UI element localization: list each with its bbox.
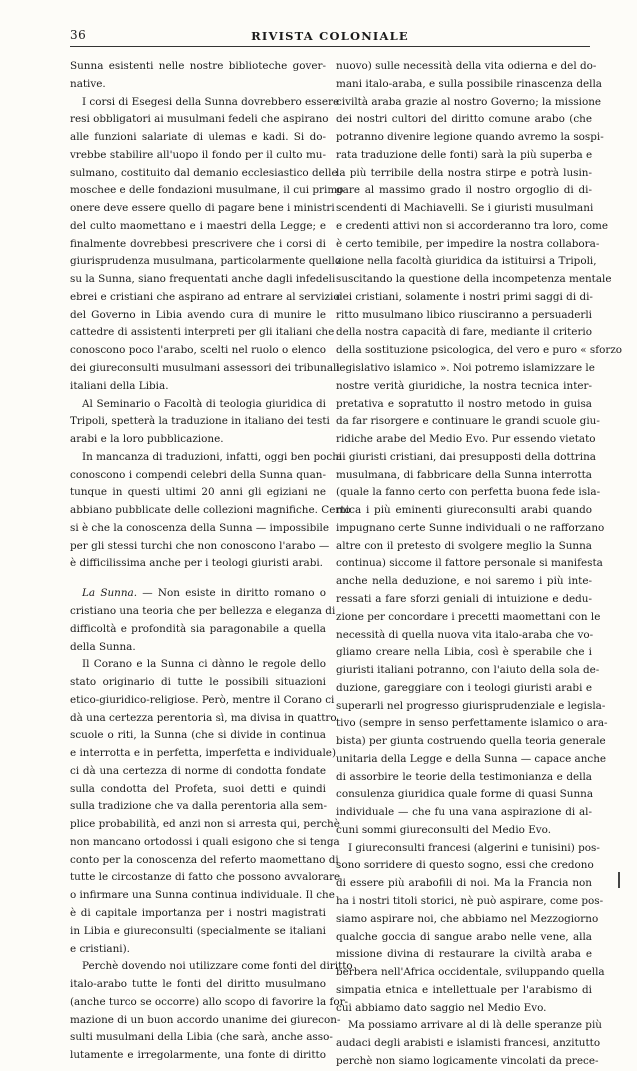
text-line: su la Sunna, siano frequentati anche dagli infedeli — [70, 273, 336, 286]
text-line: duzione, gareggiare con i teologi giuristi arabi e — [336, 681, 592, 694]
text-line: sono sorridere di questo sogno, essi che credono — [336, 859, 594, 872]
text-line: civiltà araba grazie al nostro Governo; la missione — [336, 95, 602, 108]
text-line: resi obbligatori ai musulmani fedeli che aspirano — [70, 113, 329, 126]
text-line: italiani della Libia. — [70, 379, 169, 392]
text-line: mazione di un buon accordo unanime dei giurecon- — [70, 1013, 341, 1026]
text-line: unitaria della Legge e della Sunna — capace anche — [336, 752, 607, 765]
text-line: perchè non siamo logicamente vincolati da prece- — [336, 1054, 599, 1067]
text-line: musulmana, di fabbricare della Sunna interrotta — [336, 468, 592, 481]
text-line: di essere più arabofili di noi. Ma la Francia non — [336, 877, 592, 890]
text-line: di assorbire le teorie della testimonianza e della — [336, 770, 592, 783]
margin-mark — [618, 872, 620, 888]
journal-title: RIVISTA COLONIALE — [251, 29, 409, 43]
text-line: sulmano, costituito dal demanio ecclesiastico delle — [70, 166, 338, 179]
text-line: tutte le circostanze di fatto che possono avvalorare — [70, 871, 341, 884]
text-line: cui abbiamo dato saggio nel Medio Evo. — [336, 1001, 547, 1014]
text-line: ci dà una certezza di norme di condotta fondate — [70, 764, 326, 777]
text-line: mica i più eminenti giureconsulti arabi quando — [336, 504, 592, 517]
text-line: simpatia etnica e intellettuale per l'arabismo di — [336, 983, 592, 996]
text-line: native. — [70, 77, 106, 90]
text-line: impugnano certe Sunne individuali o ne rafforzano — [336, 521, 605, 534]
header-rule — [70, 46, 590, 47]
text-line: zione per concordare i precetti maomettani con le — [336, 610, 601, 623]
text-line: ebrei e cristiani che aspirano ad entrare al servizio — [70, 290, 340, 303]
text-line: berbera nell'Africa occidentale, sviluppando quella — [336, 966, 605, 979]
text-line: e cristiani). — [70, 942, 130, 955]
text-line: tunque in questi ultimi 20 anni gli egiziani ne — [70, 486, 326, 499]
right-column — [336, 58, 623, 1071]
text-line: conto per la conoscenza del referto maomettano di — [70, 853, 339, 866]
text-line: potranno divenire legione quando avremo la sospi- — [336, 131, 604, 144]
text-line: per gli stessi turchi che non conoscono l'arabo — — [70, 539, 330, 552]
page-header — [70, 24, 590, 46]
text-line: qualche goccia di sangue arabo nelle vene, alla — [336, 930, 592, 943]
text-line: giurisprudenza musulmana, particolarmente quello — [70, 255, 342, 268]
text-line: ridiche arabe del Medio Evo. Pur essendo vietato — [336, 433, 596, 446]
text-line: etico-giuridico-religiose. Però, mentre il Corano ci — [70, 693, 335, 706]
text-line: ha i nostri titoli storici, nè può aspirare, come pos- — [336, 894, 604, 907]
text-line: necessità di quella nuova vita italo-araba che vo- — [336, 628, 594, 641]
text-line: scendenti di Machiavelli. Se i giuristi musulmani — [336, 202, 594, 215]
text-line: nuovo) sulle necessità della vita odierna e del do- — [336, 60, 597, 72]
text-line: mani italo-araba, e sulla possibile rinascenza della — [336, 77, 603, 90]
text-line: moschee e delle fondazioni musulmane, il cui primo — [70, 184, 344, 197]
text-line: missione divina di restaurare la civiltà araba e — [336, 948, 592, 961]
text-line: gare al massimo grado il nostro orgoglio di di- — [336, 184, 592, 197]
text-line: lutamente e irregolarmente, una fonte di diritto — [70, 1049, 326, 1062]
text-line: pretativa e sopratutto il nostro metodo in guisa — [336, 397, 592, 410]
text-line: della Sunna. — [70, 640, 136, 653]
text-line: difficoltà e profondità sia paragonabile a quella — [70, 622, 326, 635]
text-line: Al Seminario o Facoltà di teologia giuridica di — [82, 397, 326, 410]
text-line: consulenza giuridica quale forme di quasi Sunna — [336, 788, 594, 801]
text-line: la più terribile della nostra stirpe e potrà lusin- — [336, 166, 592, 179]
text-line: bista) per giunta costruendo quella teoria generale — [336, 735, 606, 748]
text-line: della nostra capacità di fare, mediante il criterio — [336, 326, 593, 339]
text-line: (quale la fanno certo con perfetta buona fede isla- — [336, 486, 601, 499]
text-line: continua) siccome il fattore personale si manifesta — [336, 557, 603, 570]
text-line: sulti musulmani della Libia (che sarà, anche asso- — [70, 1031, 333, 1044]
text-line: arabi e la loro pubblicazione. — [70, 433, 224, 446]
text-line: Il Corano e la Sunna ci dànno le regole dello — [82, 658, 326, 671]
text-line: In mancanza di traduzioni, infatti, oggi ben pochi — [82, 450, 343, 463]
text-line: gliamo creare nella Libia, così è sperabile che i — [336, 646, 592, 659]
text-line: scuole o riti, la Sunna (che si divide in continua — [70, 729, 326, 742]
text-line: ai giuristi cristiani, dai presupposti della dottrina — [336, 450, 597, 463]
text-line: cristiano una teoria che per bellezza e eleganza di — [70, 604, 336, 617]
text-line: si è che la conoscenza della Sunna — impossibile — [70, 521, 330, 534]
text-line: e interrotta e in perfetta, imperfetta e individuale) — [70, 747, 337, 760]
text-line: superarli nel progresso giurisprudenziale e legisla- — [336, 699, 606, 712]
text-line: è di capitale importanza per i nostri magistrati — [70, 906, 326, 919]
page-number: 36 — [70, 28, 87, 42]
text-line: del culto maomettano e i maestri della Legge; e — [70, 219, 326, 232]
text-line: onere deve essere quello di pagare bene i ministri — [70, 202, 335, 215]
text-line: (anche turco se occorre) allo scopo di favorire la for- — [70, 995, 349, 1008]
text-line: individuale — che fu una vana aspirazione di al- — [336, 806, 592, 819]
text-line: e credenti attivi non si accorderanno tra loro, come — [336, 219, 609, 232]
text-line: del Governo in Libia avendo cura di munire le — [70, 308, 326, 321]
text-line: Ma possiamo arrivare al di là delle speranze più — [348, 1019, 602, 1032]
text-line: zione nella facoltà giuridica da istituirsi a Tripoli, — [336, 255, 597, 268]
text-line: Tripoli, spetterà la traduzione in italiano dei testi — [70, 415, 330, 428]
text-line: sulla condotta del Profeta, suoi detti e quindi — [70, 782, 326, 795]
text-line: conoscono i compendi celebri della Sunna quan- — [70, 468, 326, 481]
text-line: dei cristiani, solamente i nostri primi saggi di di- — [336, 290, 593, 303]
section-heading: La Sunna. — [82, 587, 138, 600]
text-line: è certo temibile, per impedire la nostra collabora- — [336, 237, 600, 250]
text-line: ressati a fare sforzi geniali di intuizione e dedu- — [336, 592, 592, 605]
text-line: nostre verità giuridiche, la nostra tecnica inter- — [336, 379, 592, 392]
text-line: plice probabilità, ed anzi non si arresta qui, perchè — [70, 818, 340, 831]
text-line: altre con il pretesto di svolgere meglio la Sunna — [336, 539, 592, 552]
text-line: dei giureconsulti musulmani assessori dei tribunali — [70, 362, 340, 375]
text-line: sulla tradizione che va dalla perentoria alla sem- — [70, 800, 328, 813]
text-line: giuristi italiani potranno, con l'aiuto della sola de- — [336, 664, 600, 677]
text-line: dà una certezza perentoria sì, ma divisa in quattro — [70, 711, 337, 724]
text-line: La Sunna. — Non esiste in diritto romano o — [82, 587, 326, 600]
text-line: I giureconsulti francesi (algerini e tunisini) pos- — [348, 841, 600, 854]
text-line: rata traduzione delle fonti) sarà la più superba e — [336, 148, 593, 161]
text-line — [70, 573, 326, 585]
text-line: dei nostri cultori del diritto comune arabo (che — [336, 113, 592, 126]
text-line: cuni sommi giureconsulti del Medio Evo. — [336, 823, 552, 836]
text-line: non mancano ortodossi i quali esigono che si tenga — [70, 835, 340, 848]
text-line: cattedre di assistenti interpreti per gli italiani che — [70, 326, 335, 339]
text-line: anche nella deduzione, e noi saremo i più inte- — [336, 575, 592, 588]
text-line: tivo (sempre in senso perfettamente islamico o ara- — [336, 717, 608, 730]
text-line: siamo aspirare noi, che abbiamo nel Mezzogiorno — [336, 912, 599, 925]
text-line: audaci degli arabisti e islamisti francesi, anzitutto — [336, 1037, 601, 1050]
text-line: stato originario di tutte le possibili situazioni — [70, 676, 326, 689]
text-line: della sostituzione psicologica, del vero e puro « sforzo — [336, 344, 623, 357]
text-line: o infirmare una Sunna continua individuale. Il che — [70, 889, 335, 902]
text-line: in Libia e giureconsulti (specialmente se italiani — [70, 924, 326, 937]
text-line: legislativo islamico ». Noi potremo islamizzare le — [336, 362, 595, 375]
text-line: alle funzioni salariate di ulemas e kadi. Si do- — [70, 131, 326, 144]
text-line: ritto musulmano libico riusciranno a persuaderli — [336, 308, 592, 321]
text-line: vrebbe stabilire all'uopo il fondo per il culto mu- — [70, 148, 326, 161]
left-column — [70, 58, 353, 1065]
text-line: I corsi di Esegesi della Sunna dovrebbero essere — [82, 95, 340, 108]
text-line: abbiano pubblicate delle collezioni magnifiche. Certo — [70, 504, 351, 517]
text-line: Perchè dovendo noi utilizzare come fonti del diritto — [82, 960, 353, 973]
text-line: conoscono poco l'arabo, scelti nel ruolo o elenco — [70, 344, 326, 357]
text-line: finalmente dovrebbesi prescrivere che i corsi di — [70, 237, 326, 250]
text-line: da far risorgere e continuare le grandi scuole giu- — [336, 415, 600, 428]
text-line: è difficilissima anche per i teologi giuristi arabi. — [70, 557, 323, 570]
text-line: italo-arabo tutte le fonti del diritto musulmano — [70, 978, 326, 991]
text-line: suscitando la questione della incompetenza mentale — [336, 273, 612, 286]
text-line: Sunna esistenti nelle nostre biblioteche gover- — [70, 60, 326, 72]
